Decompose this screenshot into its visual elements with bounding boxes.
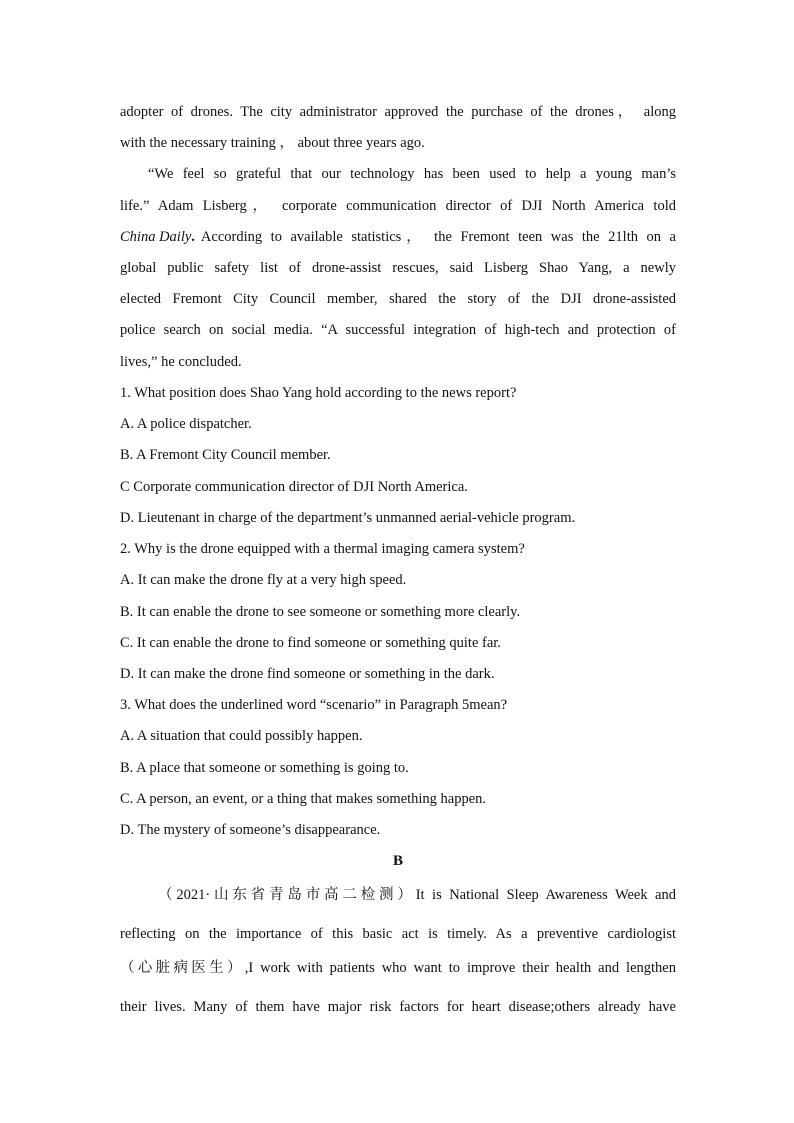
passage-line: adopter of drones. The city administrator approved the purchase of the drones， along bbox=[120, 104, 676, 120]
question-stem: 1. What position does Shao Yang hold according to the news report? bbox=[120, 385, 517, 401]
passage-line: lives,” he concluded. bbox=[120, 354, 242, 370]
question-stem: 2. Why is the drone equipped with a thermal imaging camera system? bbox=[120, 541, 525, 557]
passage-line: reflecting on the importance of this basic act is timely. As a preventive cardiologist bbox=[120, 926, 676, 942]
passage-line: （2021·山东省青岛市高二检测）It is National Sleep Awareness Week and bbox=[158, 887, 676, 903]
passage-line: “We feel so grateful that our technology has been used to help a young man’s bbox=[148, 166, 676, 182]
question-option: A. A situation that could possibly happen. bbox=[120, 728, 363, 744]
question-stem: 3. What does the underlined word “scenario” in Paragraph 5mean? bbox=[120, 697, 508, 713]
passage-line bbox=[120, 227, 676, 247]
question-option: D. It can make the drone find someone or something in the dark. bbox=[120, 666, 495, 682]
passage-line-remainder: According to available statistics， the Fremont teen was the 21lth on a bbox=[200, 229, 676, 245]
question-option: A. It can make the drone fly at a very high speed. bbox=[120, 572, 407, 588]
passage-line: elected Fremont City Council member, shared the story of the DJI drone-assisted bbox=[120, 291, 676, 307]
passage-line: with the necessary training ， about three years ago. bbox=[120, 135, 425, 151]
question-option: C. It can enable the drone to find someone or something quite far. bbox=[120, 635, 501, 651]
question-option: D. The mystery of someone’s disappearance. bbox=[120, 822, 381, 838]
passage-line: global public safety list of drone-assist rescues, said Lisberg Shao Yang, a newly bbox=[120, 260, 676, 276]
question-option: C Corporate communication director of DJI North America. bbox=[120, 479, 468, 495]
section-heading: B bbox=[392, 853, 403, 869]
question-option: B. A Fremont City Council member. bbox=[120, 447, 331, 463]
newspaper-name: China Daily. bbox=[120, 229, 195, 245]
question-option: B. It can enable the drone to see someone or something more clearly. bbox=[120, 604, 521, 620]
question-option: B. A place that someone or something is going to. bbox=[120, 760, 409, 776]
passage-line: police search on social media. “A successful integration of high-tech and protection of bbox=[120, 322, 676, 338]
passage-line: their lives. Many of them have major risk factors for heart disease;others already have bbox=[120, 999, 676, 1015]
passage-line: life.” Adam Lisberg， corporate communication director of DJI North America told bbox=[120, 198, 676, 214]
question-option: A. A police dispatcher. bbox=[120, 416, 252, 432]
question-option: C. A person, an event, or a thing that makes something happen. bbox=[120, 791, 487, 807]
question-option: D. Lieutenant in charge of the department’s unmanned aerial-vehicle program. bbox=[120, 510, 576, 526]
passage-line: （心脏病医生）,I work with patients who want to improve their health and lengthen bbox=[120, 960, 676, 976]
